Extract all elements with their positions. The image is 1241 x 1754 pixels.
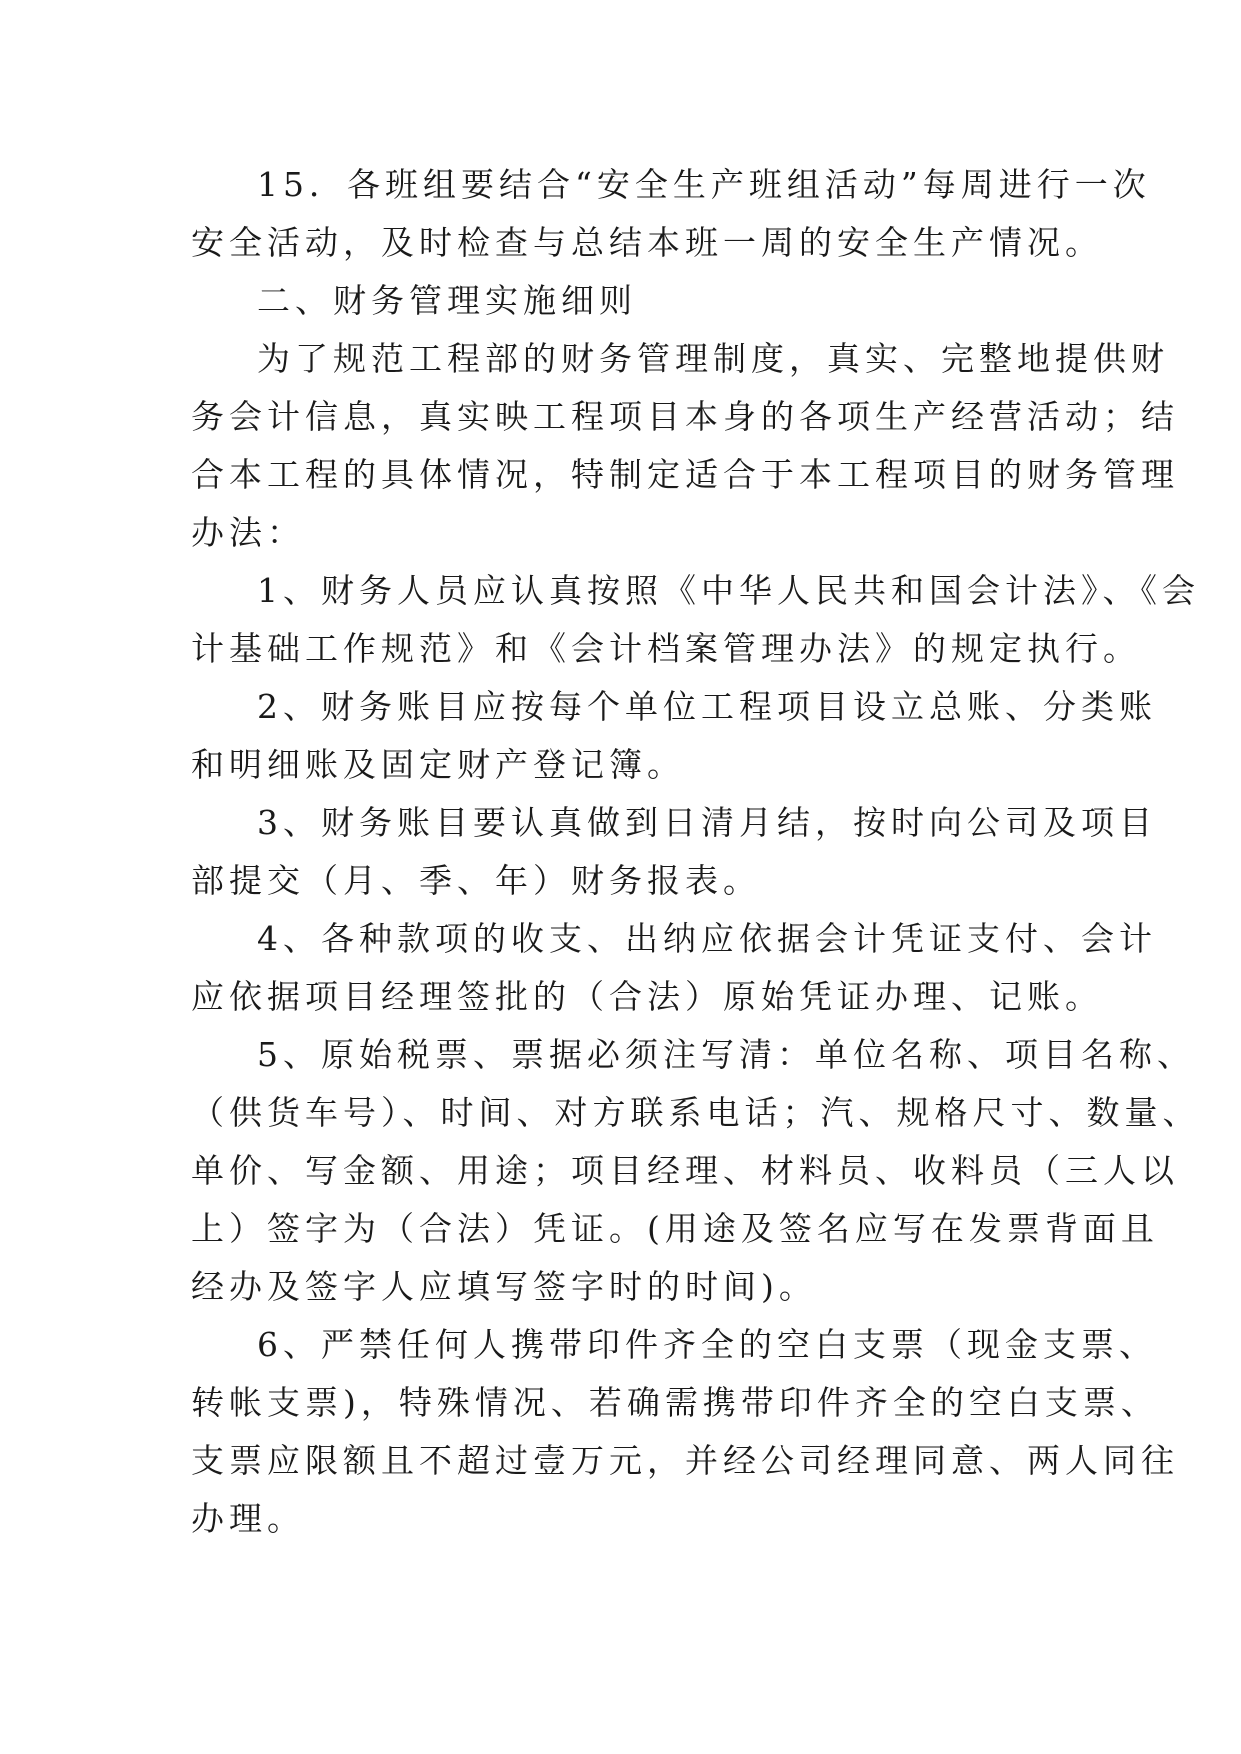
text-line: 2、财务账目应按每个单位工程项目设立总账、分类账 bbox=[257, 687, 1157, 726]
text-line: （供货车号）、时间、对方联系电话；汽、规格尺寸、数量、 bbox=[191, 1093, 1201, 1132]
text-line: 转帐支票)，特殊情况、若确需携带印件齐全的空白支票、 bbox=[191, 1383, 1159, 1422]
text-line: 经办及签字人应填写签字时的时间)。 bbox=[191, 1267, 817, 1306]
section-heading: 二、财务管理实施细则 bbox=[257, 281, 637, 320]
text-line: 计基础工作规范》和《会计档案管理办法》的规定执行。 bbox=[191, 629, 1141, 668]
text-line: 上）签字为（合法）凭证。(用途及签名应写在发票背面且 bbox=[191, 1209, 1159, 1248]
text-line: 应依据项目经理签批的（合法）原始凭证办理、记账。 bbox=[191, 977, 1103, 1016]
text-line: 办法： bbox=[191, 513, 305, 552]
document-body bbox=[191, 156, 1201, 1548]
text-line: 6、严禁任何人携带印件齐全的空白支票（现金支票、 bbox=[257, 1325, 1157, 1364]
text-line: 为了规范工程部的财务管理制度，真实、完整地提供财 bbox=[257, 339, 1169, 378]
text-line: 合本工程的具体情况，特制定适合于本工程项目的财务管理 bbox=[191, 455, 1179, 494]
text-line: 15．各班组要结合“安全生产班组活动”每周进行一次 bbox=[257, 165, 1151, 204]
text-line: 部提交（月、季、年）财务报表。 bbox=[191, 861, 761, 900]
text-line: 5、原始税票、票据必须注写清：单位名称、项目名称、 bbox=[257, 1035, 1195, 1074]
text-line: 务会计信息，真实映工程项目本身的各项生产经营活动；结 bbox=[191, 397, 1179, 436]
text-line: 办理。 bbox=[191, 1499, 305, 1538]
text-line: 和明细账及固定财产登记簿。 bbox=[191, 745, 685, 784]
text-line: 4、各种款项的收支、出纳应依据会计凭证支付、会计 bbox=[257, 919, 1157, 958]
text-line: 安全活动，及时检查与总结本班一周的安全生产情况。 bbox=[191, 223, 1103, 262]
text-line: 1、财务人员应认真按照《中华人民共和国会计法》、《会 bbox=[257, 571, 1200, 610]
text-line: 3、财务账目要认真做到日清月结，按时向公司及项目 bbox=[257, 803, 1157, 842]
text-line: 支票应限额且不超过壹万元，并经公司经理同意、两人同往 bbox=[191, 1441, 1179, 1480]
text-line: 单价、写金额、用途；项目经理、材料员、收料员（三人以 bbox=[191, 1151, 1179, 1190]
